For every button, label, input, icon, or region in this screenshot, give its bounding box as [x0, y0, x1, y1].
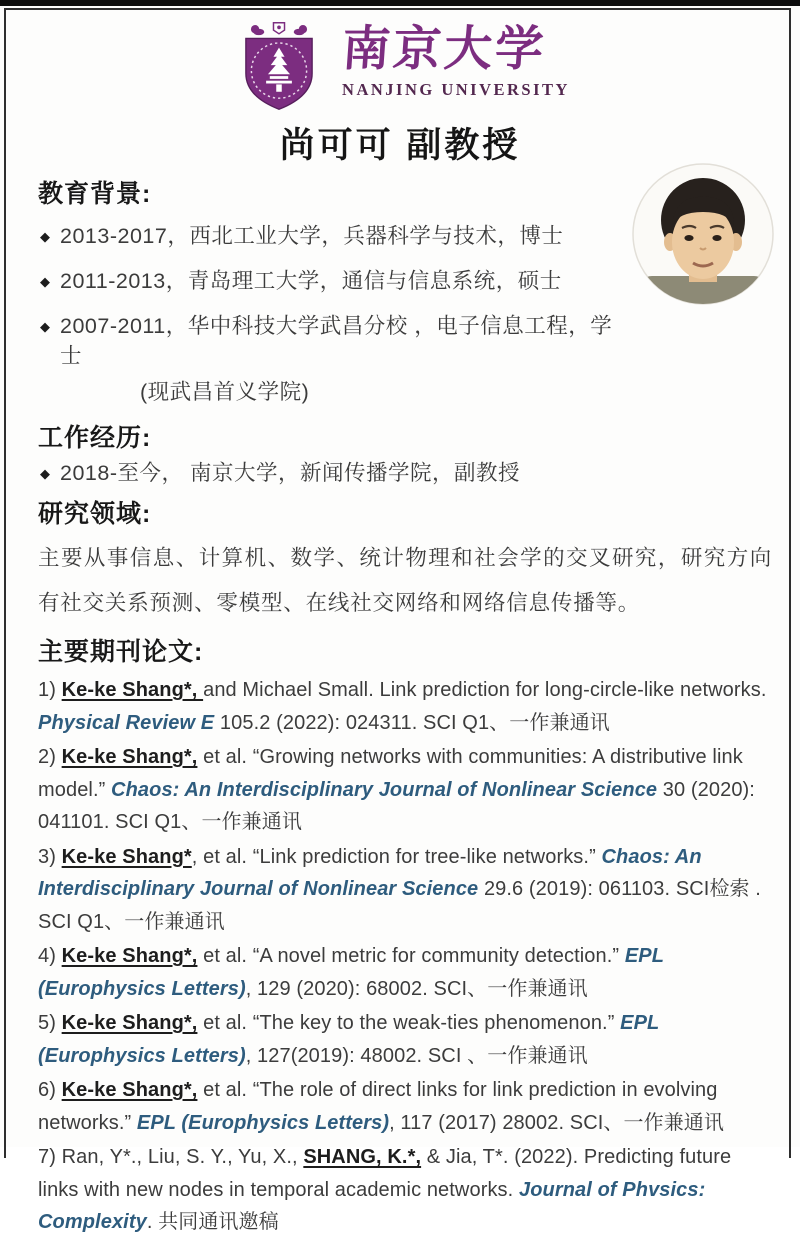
publication-text: , 117 (2017) 28002. SCI、一作兼通讯: [389, 1111, 725, 1134]
journal-name: EPL (Europhysics Letters): [38, 945, 664, 1000]
publication-text: . 共同通讯邀稿: [146, 1211, 279, 1233]
education-item-line: (现武昌首义学院): [140, 380, 310, 404]
publication-item: [38, 741, 772, 839]
author-name: SHANG, K.*,: [303, 1146, 422, 1168]
author-name: Ke-ke Shang*,: [61, 679, 204, 701]
education-item: [38, 311, 623, 407]
publication-text: 29.6 (2019): 061103. SCI检索 . SCI Q1、一作兼通讯: [38, 878, 761, 933]
university-shield-icon: [230, 20, 328, 112]
publication-text: et al. “Growing networks with communities: A distributive link model.”: [38, 746, 743, 801]
journal-name: Chaos: An Interdisciplinary Journal of Nonlinear Science: [38, 845, 702, 900]
publication-text: 1): [38, 679, 62, 701]
author-name: Ke-ke Shang*: [61, 845, 192, 868]
work-item-line: 2018-至今， 南京大学，新闻传播学院，副教授: [60, 461, 520, 485]
author-name: Ke-ke Shang*,: [61, 1012, 198, 1034]
diamond-bullet-icon: ◆: [40, 466, 50, 481]
diamond-bullet-icon: ◆: [40, 229, 50, 244]
profile-photo: [630, 160, 776, 308]
author-name: Ke-ke Shang*,: [61, 945, 198, 967]
journal-name: Chaos: An Interdisciplinary Journal of Nonlinear Science: [111, 778, 658, 801]
publication-text: 5): [38, 1012, 62, 1034]
work-section: [38, 422, 772, 488]
publication-text: 7) Ran, Y*., Liu, S. Y., Yu, X.,: [38, 1146, 304, 1168]
work-list: [38, 458, 772, 488]
publications-section: [38, 636, 772, 1239]
education-item-text: [60, 311, 623, 407]
publication-text: 105.2 (2022): 024311. SCI Q1、一作兼通讯: [214, 711, 610, 734]
publication-text: & Jia, T*. (2022). Predicting future links with new nodes in temporal academic networks.: [38, 1146, 732, 1201]
publication-text: 4): [38, 945, 62, 967]
work-item: [38, 458, 772, 488]
publication-text: , 129 (2020): 68002. SCI、一作兼通讯: [245, 977, 588, 1000]
university-name-chinese: 南京大学: [340, 23, 548, 76]
research-paragraph: 主要从事信息、计算机、数学、统计物理和社会学的交叉研究，研究方向有社交关系预测、零模型、在线社交网络和网络信息传播等。: [38, 546, 772, 615]
publication-text: , 127(2019): 48002. SCI 、一作兼通讯: [245, 1044, 588, 1067]
publication-item: [38, 940, 772, 1005]
publication-item: [38, 674, 772, 739]
diamond-bullet-icon: ◆: [40, 274, 50, 289]
portrait-illustration: [630, 160, 776, 308]
publication-text: 2): [38, 746, 62, 768]
publication-text: and Michael Small. Link prediction for long-circle-like networks.: [203, 679, 767, 701]
university-name-block: [342, 20, 570, 100]
education-item: [38, 266, 623, 296]
publications-list: [38, 674, 772, 1239]
education-item-line: 2011-2013，青岛理工大学，通信与信息系统，硕士: [60, 269, 562, 293]
person-title: 尚可可 副教授: [279, 126, 521, 165]
author-name: Ke-ke Shang*,: [61, 746, 198, 768]
nanjing-university-logo: [230, 20, 328, 112]
university-header: [0, 0, 800, 116]
education-heading: 教育背景:: [38, 180, 152, 208]
journal-name: Journal of Phvsics: Complexity: [38, 1178, 706, 1233]
education-item-text: [60, 221, 563, 251]
research-heading: 研究领域:: [38, 500, 152, 528]
education-item: [38, 221, 623, 251]
work-heading: 工作经历:: [38, 424, 152, 452]
work-item-text: [60, 458, 520, 488]
publication-item: [38, 1074, 772, 1139]
publications-heading: 主要期刊论文:: [38, 638, 204, 666]
publication-text: et al. “The key to the weak-ties phenomenon.”: [197, 1012, 621, 1034]
education-item-line: 2007-2011，华中科技大学武昌分校 ，电子信息工程，学士: [60, 314, 613, 368]
publication-text: et al. “A novel metric for community detection.”: [197, 945, 625, 967]
education-item-text: [60, 266, 562, 296]
publication-text: et al. “The role of direct links for link prediction in evolving networks.”: [38, 1079, 718, 1134]
publication-item: [38, 1141, 772, 1239]
publication-text: , et al. “Link prediction for tree-like networks.”: [191, 845, 602, 868]
education-item-line: 2013-2017，西北工业大学，兵器科学与技术，博士: [60, 224, 564, 248]
publication-text: 6): [38, 1079, 62, 1101]
research-section: [38, 498, 772, 626]
education-list: [38, 221, 623, 407]
journal-name: EPL (Europhysics Letters): [38, 1012, 659, 1067]
publication-text: 30 (2020): 041101. SCI Q1、一作兼通讯: [38, 778, 755, 833]
university-name-english: NANJING UNIVERSITY: [342, 79, 570, 99]
top-black-bar: [0, 0, 800, 6]
publication-item: [38, 1007, 772, 1072]
journal-name: Physical Review E: [38, 711, 215, 734]
author-name: Ke-ke Shang*,: [61, 1079, 198, 1101]
journal-name: EPL (Europhysics Letters): [136, 1111, 390, 1134]
publication-text: 3): [38, 845, 62, 868]
cv-content: [0, 178, 800, 1239]
publication-item: [38, 841, 772, 939]
diamond-bullet-icon: ◆: [40, 319, 50, 334]
